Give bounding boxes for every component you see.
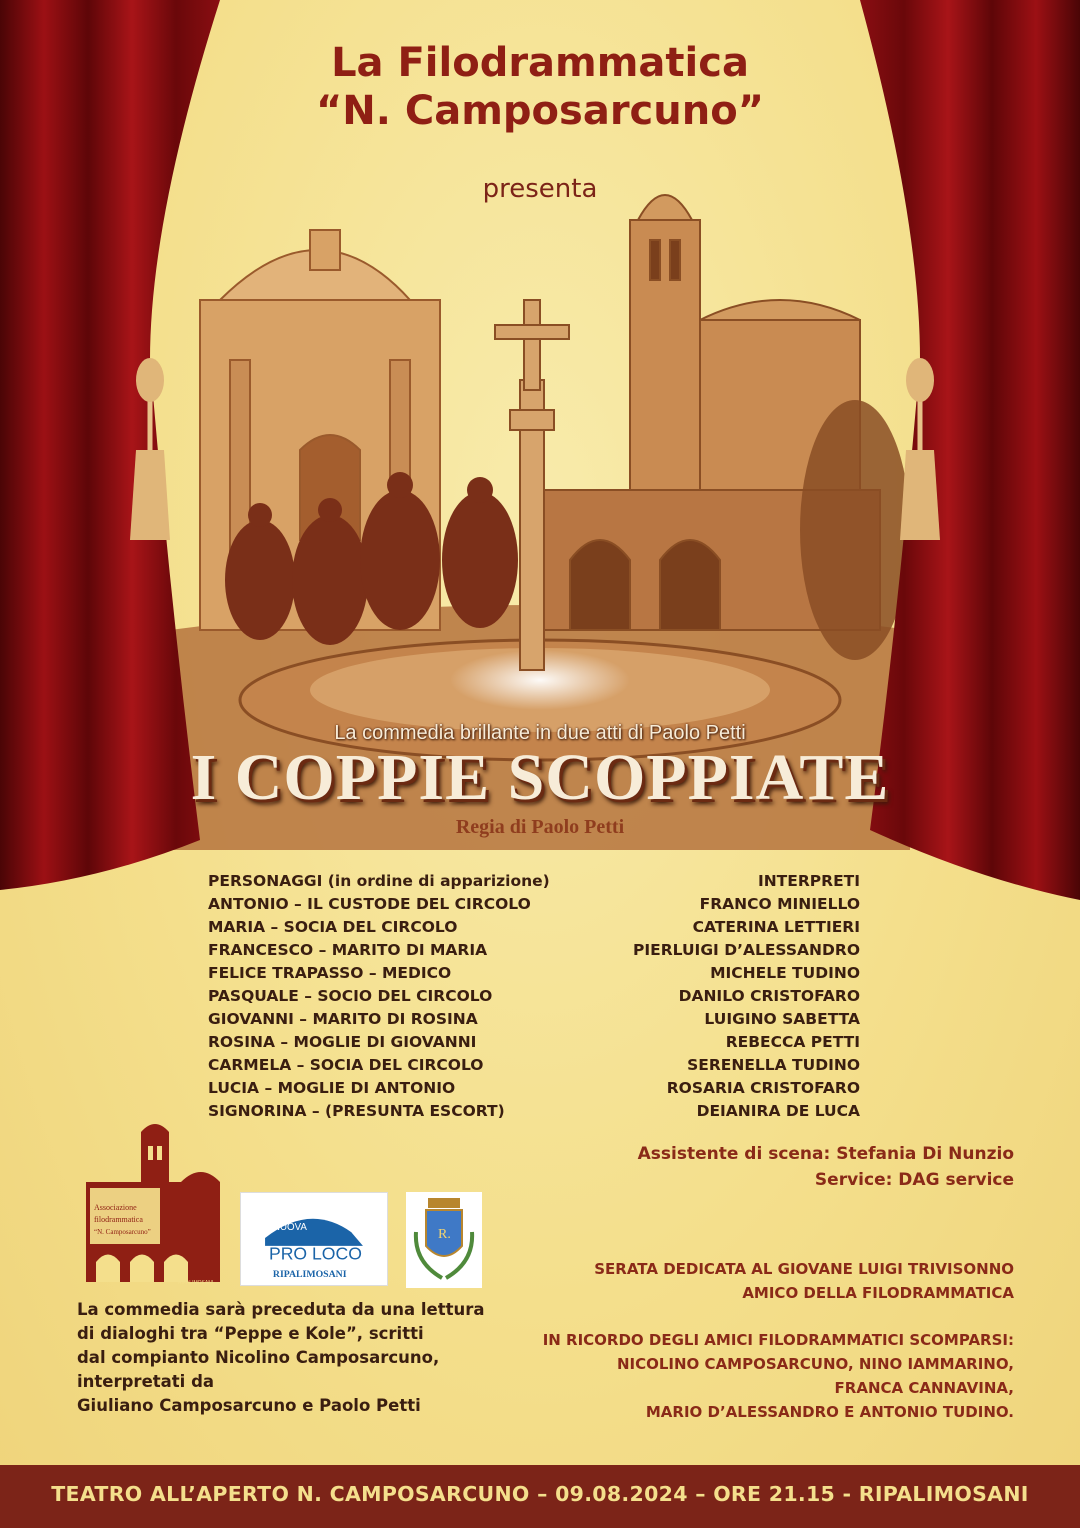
municipal-crest <box>406 1192 482 1288</box>
stage-assistant-credit: Assistente di scena: Stefania Di Nunzio <box>637 1144 1014 1164</box>
evening-dedication <box>474 1257 1014 1305</box>
crest-letter: R. <box>438 1227 451 1242</box>
assoc-text-3: “N. Camposarcuno” <box>94 1228 151 1236</box>
assoc-place: RIPALIMOSANI <box>178 1280 214 1286</box>
proloco-top: NUOVA <box>272 1222 307 1234</box>
character-item: SIGNORINA – (PRESUNTA ESCORT) <box>208 1102 505 1120</box>
association-logo <box>86 1122 220 1288</box>
play-subtitle: La commedia brillante in due atti di Paolo Petti <box>334 722 746 744</box>
prelude-line: Giuliano Camposarcuno e Paolo Petti <box>77 1396 421 1415</box>
memorial-line: IN RICORDO DEGLI AMICI FILODRAMMATICI SCOMPARSI: <box>542 1331 1014 1349</box>
actors-header: INTERPRETI <box>757 872 860 890</box>
character-item: MARIA – SOCIA DEL CIRCOLO <box>208 918 458 936</box>
director-credit: Regia di Paolo Petti <box>455 816 625 838</box>
actor-item: ROSARIA CRISTOFARO <box>666 1079 860 1097</box>
memorial-note <box>474 1328 1014 1424</box>
actor-item: DEIANIRA DE LUCA <box>696 1102 860 1120</box>
actor-item: CATERINA LETTIERI <box>692 918 860 936</box>
actors-list <box>600 870 860 1123</box>
memorial-line: FRANCA CANNAVINA, <box>834 1379 1014 1397</box>
prelude-line: dal compianto Nicolino Camposarcuno, <box>77 1348 440 1367</box>
character-item: ANTONIO – IL CUSTODE DEL CIRCOLO <box>208 895 531 913</box>
characters-header: PERSONAGGI (in ordine di apparizione) <box>208 872 550 890</box>
character-item: PASQUALE – SOCIO DEL CIRCOLO <box>208 987 493 1005</box>
character-item: GIOVANNI – MARITO DI ROSINA <box>208 1010 478 1028</box>
play-title: I COPPIE SCOPPIATE <box>190 741 890 814</box>
actor-item: MICHELE TUDINO <box>710 964 860 982</box>
actor-item: FRANCO MINIELLO <box>699 895 860 913</box>
prelude-note <box>77 1298 537 1418</box>
service-credit: Service: DAG service <box>814 1170 1014 1190</box>
proloco-logo <box>240 1192 388 1286</box>
assoc-text-2: filodrammatica <box>94 1215 143 1224</box>
prelude-line: La commedia sarà preceduta da una lettura <box>77 1300 485 1319</box>
company-name-quoted: “N. Camposarcuno” <box>316 88 764 134</box>
actor-item: REBECCA PETTI <box>725 1033 860 1051</box>
character-item: LUCIA – MOGLIE DI ANTONIO <box>208 1079 456 1097</box>
memorial-line: MARIO D’ALESSANDRO E ANTONIO TUDINO. <box>645 1403 1014 1421</box>
character-item: CARMELA – SOCIA DEL CIRCOLO <box>208 1056 484 1074</box>
company-name: La Filodrammatica <box>331 40 749 86</box>
actor-item: DANILO CRISTOFARO <box>678 987 860 1005</box>
actor-item: LUIGINO SABETTA <box>704 1010 860 1028</box>
event-details: TEATRO ALL’APERTO N. CAMPOSARCUNO – 09.08.2024 – ORE 21.15 - RIPALIMOSANI <box>51 1482 1029 1506</box>
dedication-line: SERATA DEDICATA AL GIOVANE LUIGI TRIVISONNO <box>594 1260 1014 1278</box>
character-item: FELICE TRAPASSO – MEDICO <box>208 964 452 982</box>
proloco-place: RIPALIMOSANI <box>272 1269 347 1281</box>
dedication-line: AMICO DELLA FILODRAMMATICA <box>742 1284 1014 1302</box>
presents-label: presenta <box>482 174 598 204</box>
memorial-line: NICOLINO CAMPOSARCUNO, NINO IAMMARINO, <box>616 1355 1014 1373</box>
characters-list <box>208 870 628 1123</box>
character-item: ROSINA – MOGLIE DI GIOVANNI <box>208 1033 477 1051</box>
assoc-text-1: Associazione <box>94 1203 137 1212</box>
proloco-main: PRO LOCO <box>268 1243 362 1264</box>
actor-item: SERENELLA TUDINO <box>687 1056 860 1074</box>
prelude-line: di dialoghi tra “Peppe e Kole”, scritti <box>77 1324 424 1343</box>
character-item: FRANCESCO – MARITO DI MARIA <box>208 941 488 959</box>
actor-item: PIERLUIGI D’ALESSANDRO <box>632 941 860 959</box>
prelude-line: interpretati da <box>77 1372 215 1391</box>
